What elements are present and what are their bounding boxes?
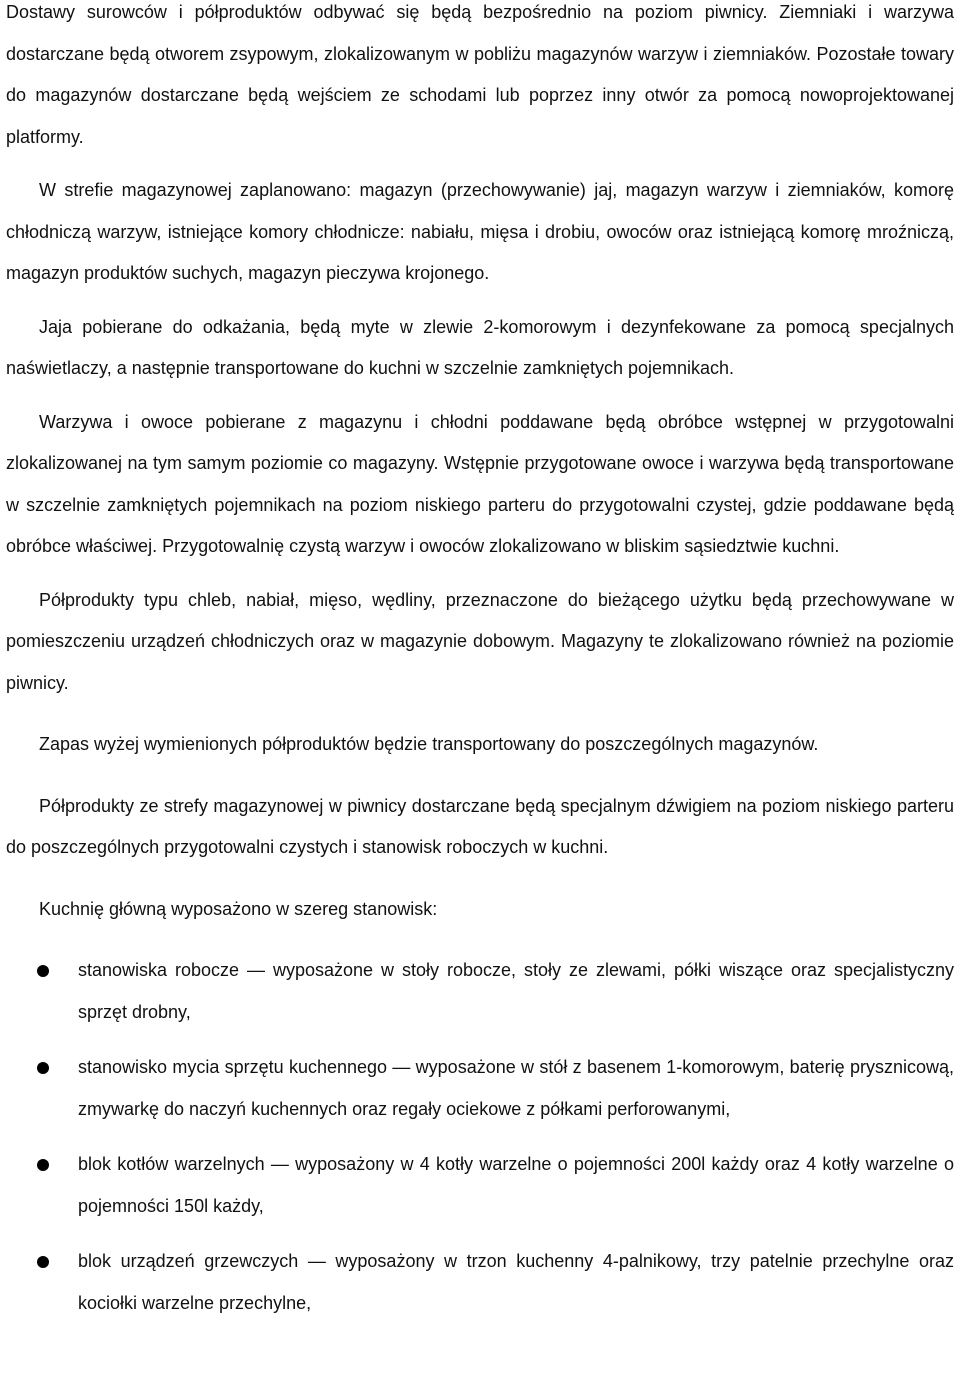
paragraph-lift: Półprodukty ze strefy magazynowej w piwnicy dostarczane będą specjalnym dźwigiem na poziom niskiego parteru do poszczególnych przygotowalni czystych i stanowisk roboczych w kuchni. xyxy=(6,795,954,857)
list-item-text: stanowisko mycia sprzętu kuchennego — wyposażone w stół z basenem 1-komorowym, baterię prysznicową, zmywarkę do naczyń kuchennych oraz regały ociekowe z półkami perforowanymi, xyxy=(78,1057,954,1119)
bullet-icon xyxy=(37,1062,49,1074)
paragraph-vegetables: Warzywa i owoce pobierane z magazynu i chłodni poddawane będą obróbce wstępnej w przygotowalni zlokalizowanej na tym samym poziomie co magazyny. Wstępnie przygotowane owoce i warzywa będą transportowane w szczelnie zamkniętych pojemnikach na poziom niskiego parteru do przygotowalni czystej, gdzie poddawane będą obróbce właściwej. Przygotowalnię czystą warzyw i owoców zlokalizowano w bliskim sąsiedztwie kuchni. xyxy=(6,411,954,556)
list-item xyxy=(6,1047,954,1130)
list-item-text: stanowiska robocze — wyposażone w stoły robocze, stoły ze zlewami, półki wiszące oraz specjalistyczny sprzęt drobny, xyxy=(78,960,954,1022)
document-page xyxy=(6,0,954,1338)
bullet-icon xyxy=(37,1159,49,1171)
bullet-icon xyxy=(37,1256,49,1268)
list-item xyxy=(6,950,954,1033)
paragraph-storage-zone: W strefie magazynowej zaplanowano: magazyn (przechowywanie) jaj, magazyn warzyw i ziemniaków, komorę chłodniczą warzyw, istniejące komory chłodnicze: nabiału, mięsa i drobiu, owoców oraz istniejącą komorę mroźniczą, magazyn produktów suchych, magazyn pieczywa krojonego. xyxy=(6,180,954,283)
paragraph-kitchen-stations: Kuchnię główną wyposażono w szereg stanowisk: xyxy=(39,898,438,919)
bullet-icon xyxy=(37,965,49,977)
paragraph-semi-products: Półprodukty typu chleb, nabiał, mięso, wędliny, przeznaczone do bieżącego użytku będą przechowywane w pomieszczeniu urządzeń chłodniczych oraz w magazynie dobowym. Magazyny te zlokalizowano również na poziomie piwnicy. xyxy=(6,589,954,693)
paragraph-deliveries: Dostawy surowców i półproduktów odbywać się będą bezpośrednio na poziom piwnicy. Ziemniaki i warzywa dostarczane będą otworem zsypowym, zlokalizowanym w pobliżu magazynów warzyw i ziemniaków. Pozostałe towary do magazynów dostarczane będą wejściem ze schodami lub poprzez inny otwór za pomocą nowoprojektowanej platformy. xyxy=(6,2,954,147)
list-item-text: blok urządzeń grzewczych — wyposażony w trzon kuchenny 4-palnikowy, trzy patelnie przechylne oraz kociołki warzelne przechylne, xyxy=(78,1251,954,1313)
paragraph-eggs: Jaja pobierane do odkażania, będą myte w zlewie 2-komorowym i dezynfekowane za pomocą specjalnych naświetlaczy, a następnie transportowane do kuchni w szczelnie zamkniętych pojemnikach. xyxy=(6,316,954,378)
paragraph-stock: Zapas wyżej wymienionych półproduktów będzie transportowany do poszczególnych magazynów. xyxy=(39,734,819,754)
stations-list xyxy=(6,950,954,1324)
list-item xyxy=(6,1241,954,1324)
list-item-text: blok kotłów warzelnych — wyposażony w 4 kotły warzelne o pojemności 200l każdy oraz 4 kotły warzelne o pojemności 150l każdy, xyxy=(78,1154,954,1216)
list-item xyxy=(6,1144,954,1227)
